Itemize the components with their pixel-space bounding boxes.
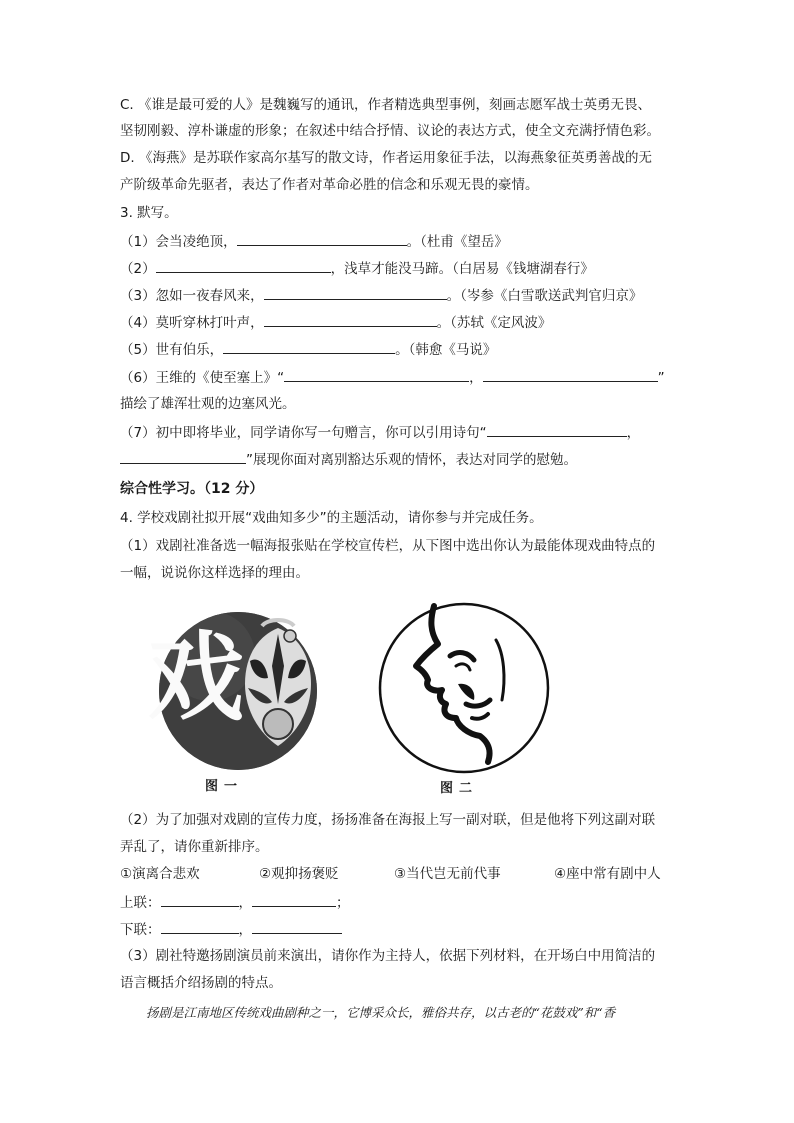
q3-item-1: （1）会当凌绝顶， 。（杜甫《望岳》 — [120, 231, 508, 252]
lower-couplet: 下联： ， — [120, 919, 342, 940]
couplet-option-1: ①演离合悲欢 — [120, 866, 200, 882]
q4-intro: 4. 学校戏剧社拟开展“戏曲知多少”的主题活动，请你参与并完成任务。 — [120, 510, 543, 526]
option-d-line1: D. 《海燕》是苏联作家高尔基写的散文诗，作者运用象征手法，以海燕象征英勇善战的无 — [120, 150, 652, 166]
q4-part3-line2: 语言概括介绍扬剧的特点。 — [120, 975, 282, 991]
option-d-line2: 产阶级革命先驱者，表达了作者对革命必胜的信念和乐观无畏的豪情。 — [120, 177, 539, 193]
upper-couplet: 上联： ， ； — [120, 892, 350, 913]
answer-blank[interactable] — [252, 892, 336, 907]
q4-part2-line2: 弄乱了，请你重新排序。 — [120, 839, 269, 855]
q3-item-6: （6）王维的《使至塞上》“ ， ” — [120, 367, 665, 388]
figure-1-poster — [150, 606, 320, 776]
answer-blank[interactable] — [264, 285, 447, 300]
q4-part1-line1: （1）戏剧社准备选一幅海报张贴在学校宣传栏，从下图中选出你认为最能体现戏曲特点的 — [120, 538, 656, 554]
figure-2-caption: 图二 — [440, 781, 479, 796]
q4-part1-line2: 一幅，说说你这样选择的理由。 — [120, 565, 309, 581]
figure-2-poster — [376, 600, 552, 776]
q3-item-5: （5）世有伯乐， 。（韩愈《马说》 — [120, 339, 496, 360]
figure-1-character: 戏 — [148, 621, 244, 734]
q3-item-7-cont: ”展现你面对离别豁达乐观的情怀，表达对同学的慰勉。 — [120, 449, 577, 470]
figure-1-caption: 图一 — [205, 779, 244, 794]
q3-title: 3. 默写。 — [120, 205, 178, 221]
section-title: 综合性学习。（12 分） — [120, 481, 264, 497]
q4-part3-line1: （3）剧社特邀扬剧演员前来演出，请你作为主持人，依据下列材料，在开场白中用简洁的 — [120, 948, 656, 964]
answer-blank[interactable] — [161, 919, 239, 934]
answer-blank[interactable] — [483, 367, 658, 382]
couplet-option-2: ②观抑扬褒贬 — [259, 866, 339, 882]
q3-item-2: （2） ，浅草才能没马蹄。（白居易《钱塘湖春行》 — [120, 258, 594, 279]
answer-blank[interactable] — [237, 231, 407, 246]
option-c-line2: 坚韧刚毅、淳朴谦虚的形象；在叙述中结合抒情、议论的表达方式，使全文充满抒情色彩。 — [120, 123, 660, 139]
q3-item-4: （4）莫听穿林打叶声， 。（苏轼《定风波》 — [120, 312, 551, 333]
answer-blank[interactable] — [156, 258, 331, 273]
answer-blank[interactable] — [120, 449, 246, 464]
q3-item-7: （7）初中即将毕业，同学请你写一句赠言，你可以引用诗句“ ， — [120, 422, 640, 443]
answer-blank[interactable] — [264, 312, 437, 327]
answer-blank[interactable] — [284, 367, 469, 382]
q4-part2-line1: （2）为了加强对戏剧的宣传力度，扬扬准备在海报上写一副对联，但是他将下列这副对联 — [120, 812, 656, 828]
answer-blank[interactable] — [252, 919, 342, 934]
couplet-option-3: ③当代岂无前代事 — [394, 866, 501, 882]
q3-item-6-cont: 描绘了雄浑壮观的边塞风光。 — [120, 396, 296, 412]
answer-blank[interactable] — [161, 892, 239, 907]
option-c-line1: C. 《谁是最可爱的人》是魏巍写的通讯，作者精选典型事例，刻画志愿军战士英勇无畏、 — [120, 97, 652, 113]
q3-item-3: （3）忽如一夜春风来， 。（岑参《白雪歌送武判官归京》 — [120, 285, 642, 306]
answer-blank[interactable] — [223, 339, 395, 354]
answer-blank[interactable] — [487, 422, 627, 437]
couplet-option-4: ④座中常有剧中人 — [554, 866, 661, 882]
material-text: 扬剧是江南地区传统戏曲剧种之一，它博采众长，雅俗共存，以古老的“花鼓戏”和“香 — [146, 1005, 616, 1020]
